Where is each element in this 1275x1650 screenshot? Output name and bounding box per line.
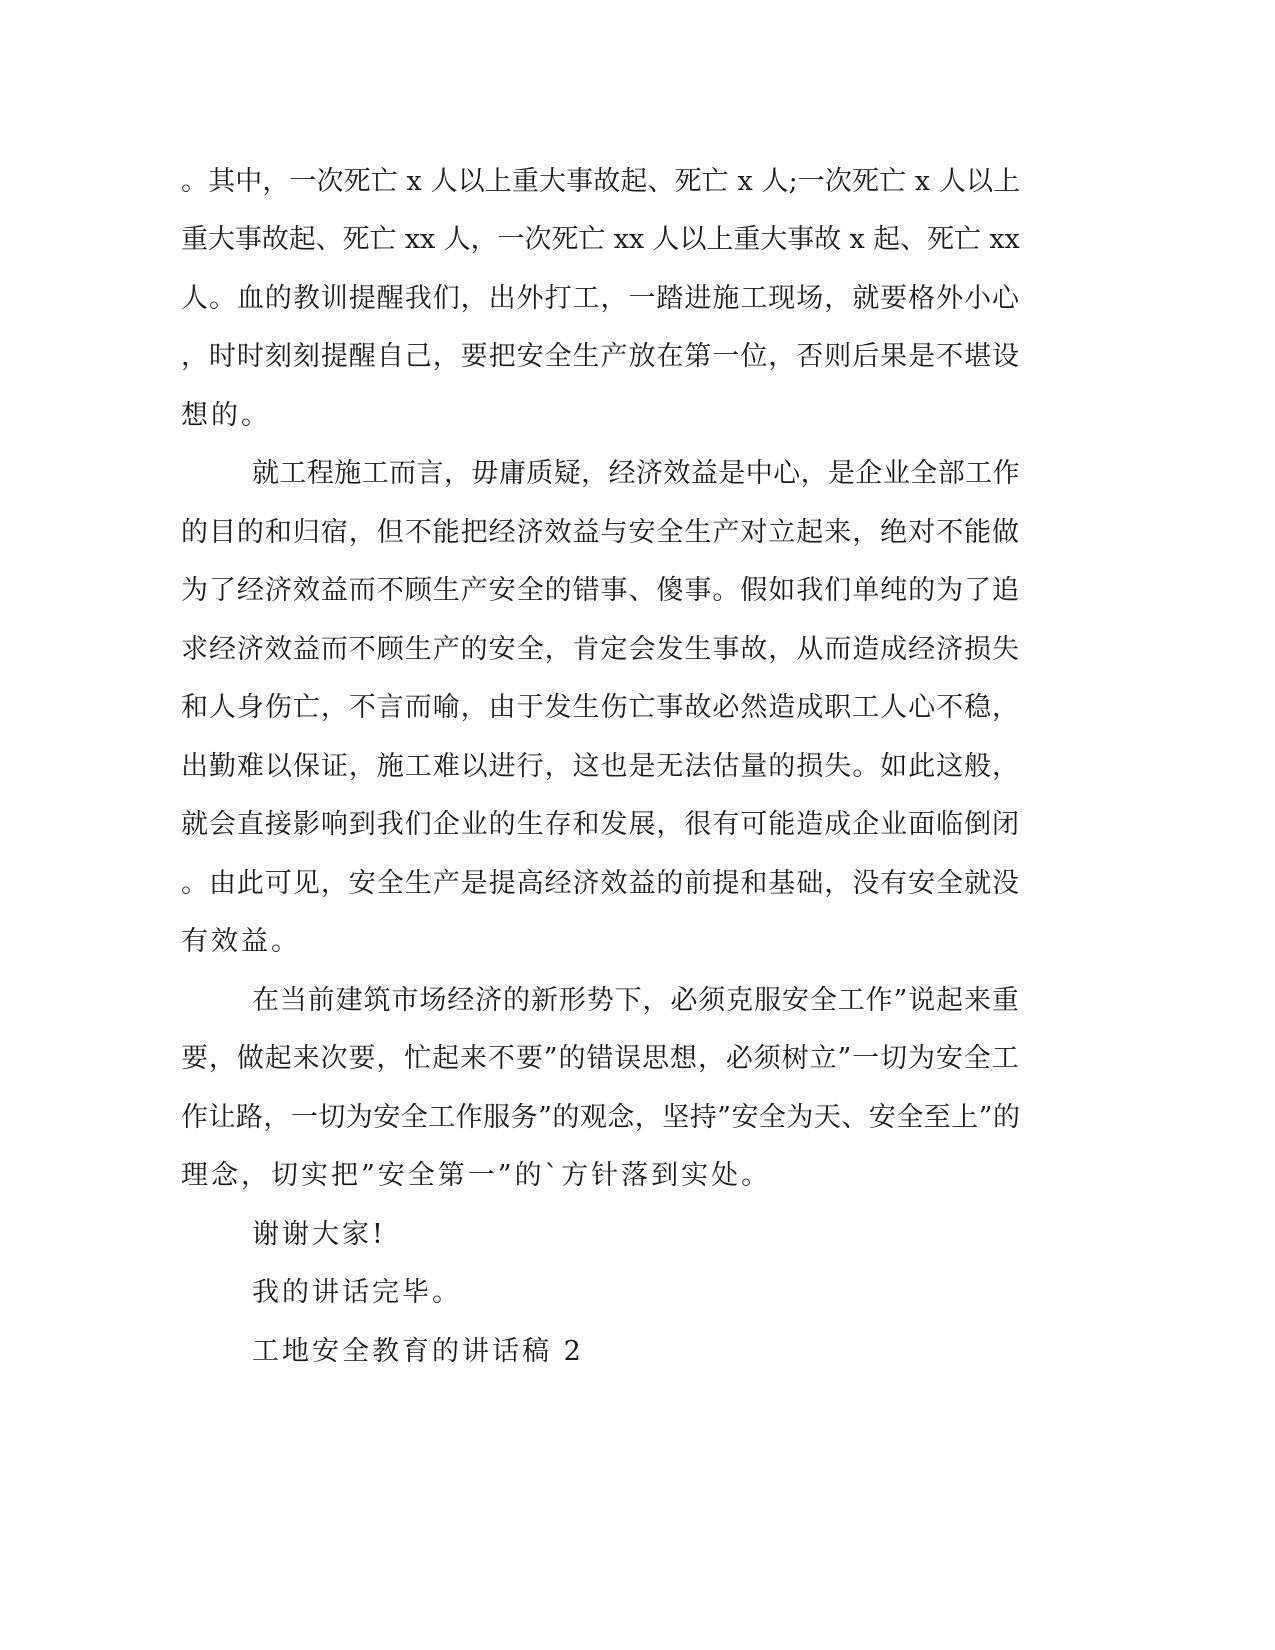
text-line: 就会直接影响到我们企业的生存和发展，很有可能造成企业面临倒闭 [181, 809, 1020, 840]
next-section-title: 工地安全教育的讲话稿 2 [252, 1336, 584, 1367]
text-line: 理念，切实把”安全第一”的`方针落到实处。 [181, 1160, 772, 1191]
text-line: 求经济效益而不顾生产的安全，肯定会发生事故，从而造成经济损失 [181, 634, 1020, 665]
text-line: 有效益。 [181, 926, 301, 957]
text-line: 就工程施工而言，毋庸质疑，经济效益是中心，是企业全部工作 [252, 458, 1020, 489]
text-line: 重大事故起、死亡 xx 人，一次死亡 xx 人以上重大事故 x 起、死亡 xx [181, 224, 1020, 255]
text-line: 为了经济效益而不顾生产安全的错事、傻事。假如我们单纯的为了追 [181, 575, 1020, 606]
text-line: ，时时刻刻提醒自己，要把安全生产放在第一位，否则后果是不堪设 [181, 341, 1020, 372]
text-line: 作让路，一切为安全工作服务”的观念，坚持”安全为天、安全至上”的 [181, 1102, 1021, 1133]
text-line: 想的。 [181, 400, 271, 431]
text-line: 要，做起来次要，忙起来不要”的错误思想，必须树立”一切为安全工 [181, 1043, 1020, 1074]
text-line: 。其中，一次死亡 x 人以上重大事故起、死亡 x 人;一次死亡 x 人以上 [181, 166, 1021, 197]
text-line: 出勤难以保证，施工难以进行，这也是无法估量的损失。如此这般， [181, 751, 1020, 782]
text-line: 和人身伤亡，不言而喻，由于发生伤亡事故必然造成职工人心不稳， [181, 692, 1020, 723]
text-line: 。由此可见，安全生产是提高经济效益的前提和基础，没有安全就没 [181, 868, 1020, 899]
text-line: 的目的和归宿，但不能把经济效益与安全生产对立起来，绝对不能做 [181, 517, 1020, 548]
closing-thanks: 谢谢大家! [252, 1219, 386, 1250]
text-line: 在当前建筑市场经济的新形势下，必须克服安全工作”说起来重 [252, 985, 1020, 1016]
closing-remark: 我的讲话完毕。 [252, 1277, 462, 1308]
text-line: 人。血的教训提醒我们，出外打工，一踏进施工现场，就要格外小心 [181, 283, 1020, 314]
